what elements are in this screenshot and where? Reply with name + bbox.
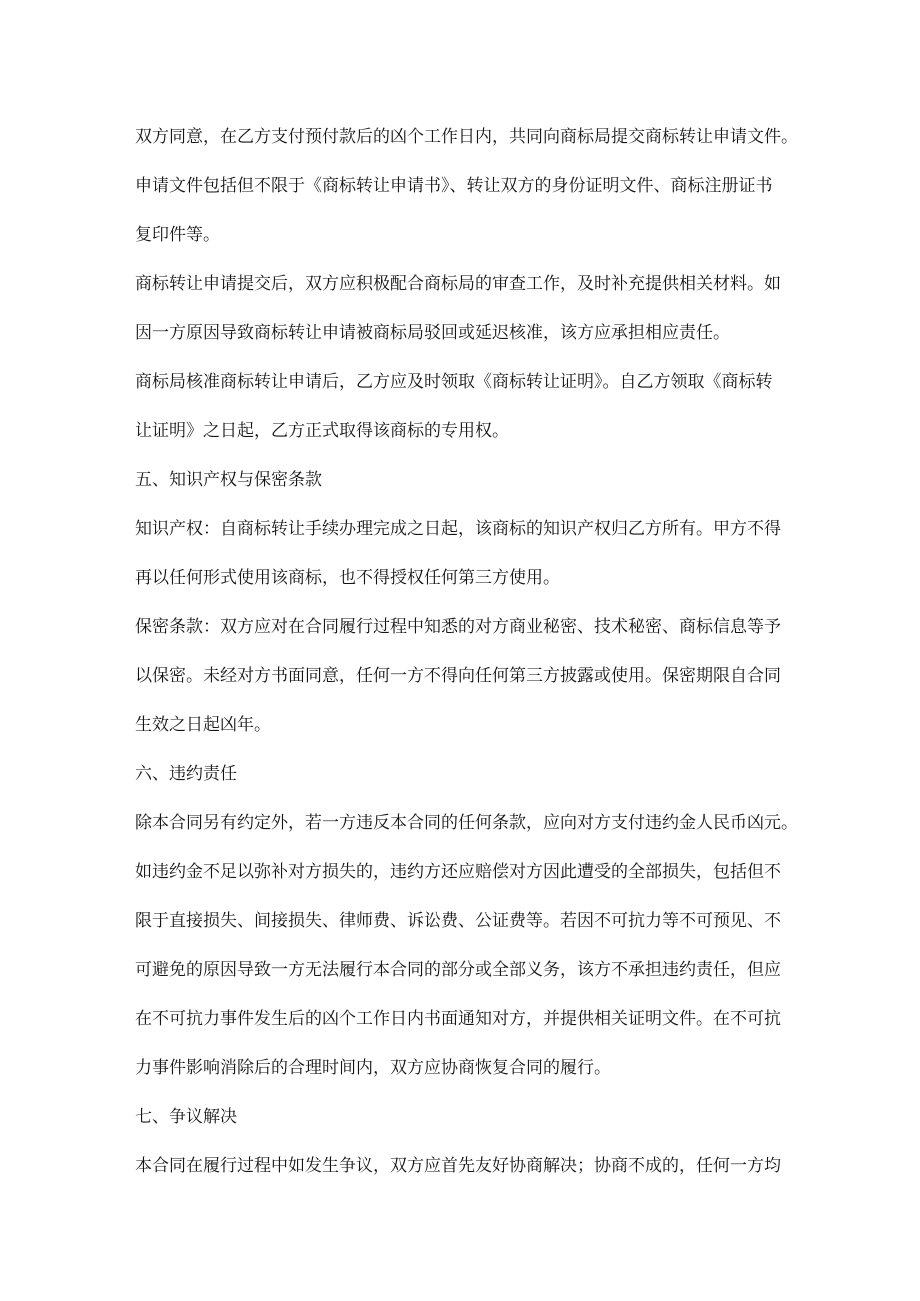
section-heading-ip-confidentiality: 五、知识产权与保密条款 [135, 470, 322, 490]
paragraph-line: 双方同意，在乙方支付预付款后的凶个工作日内，共同向商标局提交商标转让申请文件。 [135, 127, 798, 147]
paragraph-line: 商标转让申请提交后，双方应积极配合商标局的审查工作，及时补充提供相关材料。如 [135, 274, 781, 294]
paragraph-line: 让证明》之日起，乙方正式取得该商标的专用权。 [135, 421, 509, 441]
paragraph-line: 本合同在履行过程中如发生争议，双方应首先友好协商解决；协商不成的，任何一方均 [135, 1156, 781, 1176]
document-body [135, 113, 803, 1191]
paragraph-line: 商标局核准商标转让申请后，乙方应及时领取《商标转让证明》。自乙方领取《商标转 [135, 372, 773, 392]
paragraph-line: 复印件等。 [135, 225, 220, 245]
paragraph-line: 可避免的原因导致一方无法履行本合同的部分或全部义务，该方不承担违约责任，但应 [135, 960, 781, 980]
section-heading-dispute-resolution: 七、争议解决 [135, 1107, 237, 1127]
paragraph-line: 限于直接损失、间接损失、律师费、诉讼费、公证费等。若因不可抗力等不可预见、不 [135, 911, 781, 931]
section-heading-breach-liability: 六、违约责任 [135, 764, 237, 784]
paragraph-line: 以保密。未经对方书面同意，任何一方不得向任何第三方披露或使用。保密期限自合同 [135, 666, 781, 686]
paragraph-line: 在不可抗力事件发生后的凶个工作日内书面通知对方，并提供相关证明文件。在不可抗 [135, 1009, 781, 1029]
paragraph-line: 保密条款：双方应对在合同履行过程中知悉的对方商业秘密、技术秘密、商标信息等予 [135, 617, 781, 637]
paragraph-line: 如违约金不足以弥补对方损失的，违约方还应赔偿对方因此遭受的全部损失，包括但不 [135, 862, 781, 882]
paragraph-line: 因一方原因导致商标转让申请被商标局驳回或延迟核准，该方应承担相应责任。 [135, 323, 730, 343]
paragraph-line: 力事件影响消除后的合理时间内，双方应协商恢复合同的履行。 [135, 1058, 611, 1078]
paragraph-line: 生效之日起凶年。 [135, 715, 271, 735]
paragraph-line: 申请文件包括但不限于《商标转让申请书》、转让双方的身份证明文件、商标注册证书 [135, 176, 773, 196]
paragraph-line: 除本合同另有约定外，若一方违反本合同的任何条款，应向对方支付违约金人民币凶元。 [135, 813, 798, 833]
paragraph-line: 知识产权：自商标转让手续办理完成之日起，该商标的知识产权归乙方所有。甲方不得 [135, 519, 781, 539]
paragraph-line: 再以任何形式使用该商标，也不得授权任何第三方使用。 [135, 568, 560, 588]
